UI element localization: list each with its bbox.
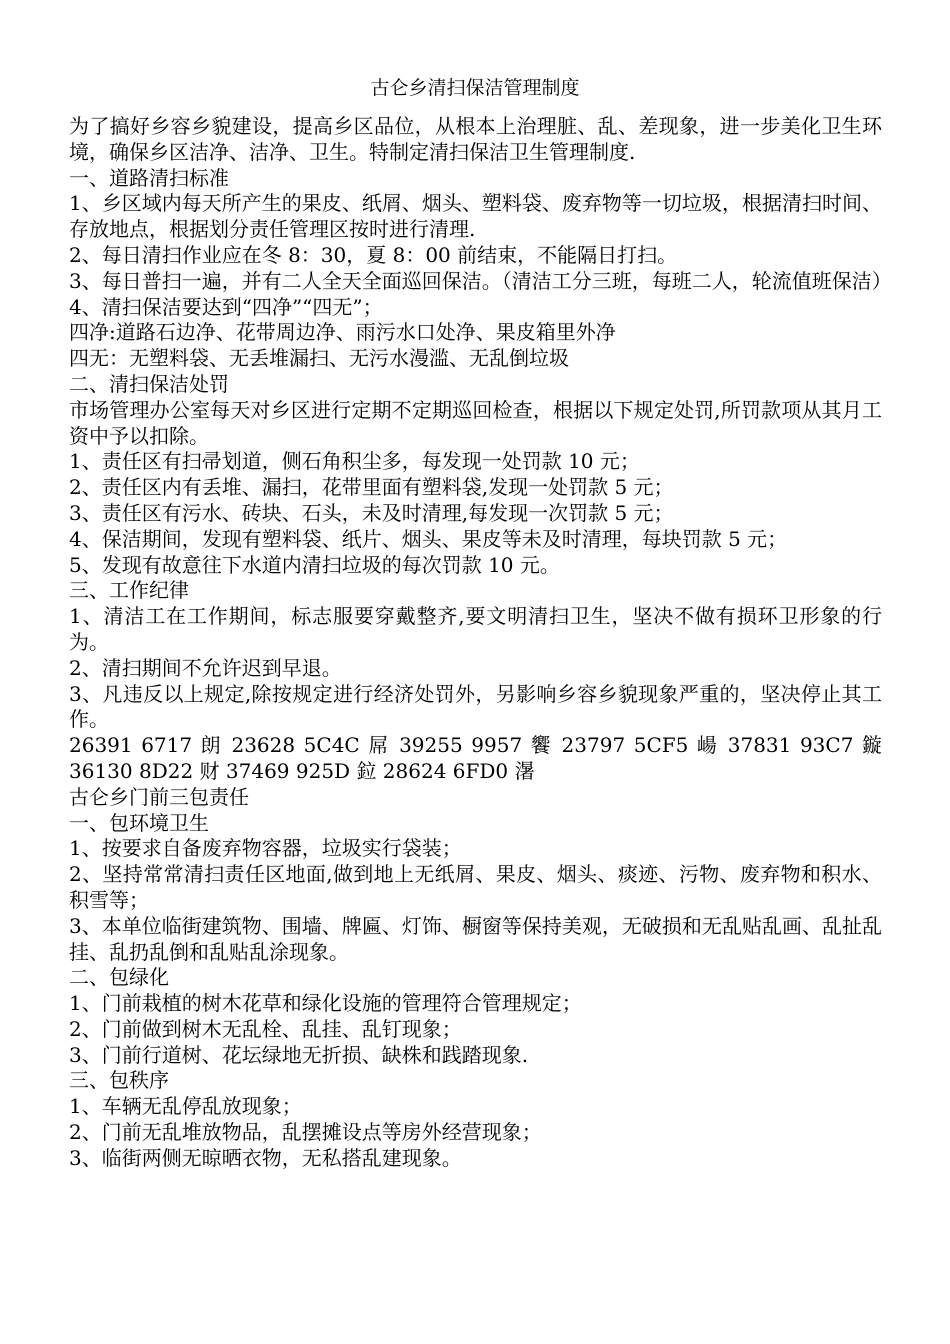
text-line: 古仑乡门前三包责任	[69, 784, 249, 809]
text-line: 1、责任区有扫帚划道，侧石角积尘多，每发现一处罚款 10 元；	[69, 449, 640, 474]
document-body	[69, 114, 892, 1172]
text-line: 3、每日普扫一遍，并有二人全天全面巡回保洁。（清洁工分三班，每班二人，轮流值班保洁）	[69, 268, 892, 293]
text-line: 四无：无塑料袋、无丢堆漏扫、无污水漫滥、无乱倒垃圾	[69, 346, 569, 371]
text-line: 1、按要求自备废弃物容器，垃圾实行袋装；	[69, 836, 462, 861]
text-line: 2、门前做到树木无乱栓、乱挂、乱钉现象；	[69, 1016, 462, 1041]
text-line: 3、责任区有污水、砖块、石头，未及时清理,每发现一次罚款 5 元；	[69, 500, 674, 525]
text-line: 2、每日清扫作业应在冬 8：30，夏 8：00 前结束，不能隔日打扫。	[69, 242, 678, 267]
text-line: 3、门前行道树、花坛绿地无折损、缺株和践踏现象.	[69, 1042, 529, 1067]
text-line: 26391 6717 朗 23628 5C4C 屌 39255 9957 饗 23797 5CF5 崵 37831 93C7 鏇 36130 8D22 财 37469 925D 鉝 28624 6FD0 濐	[69, 733, 889, 783]
text-line: 2、责任区内有丢堆、漏扫，花带里面有塑料袋,发现一处罚款 5 元；	[69, 475, 674, 500]
text-line: 三、工作纪律	[69, 578, 189, 603]
text-line: 4、保洁期间，发现有塑料袋、纸片、烟头、果皮等未及时清理，每块罚款 5 元；	[69, 526, 788, 551]
text-line: 为了搞好乡容乡貌建设，提高乡区品位，从根本上治理脏、乱、差现象，进一步美化卫生环境，确保乡区洁净、洁净、卫生。特制定清扫保洁卫生管理制度.	[69, 114, 882, 164]
text-line: 一、道路清扫标准	[69, 165, 229, 190]
text-line: 2、清扫期间不允许迟到早退。	[69, 655, 342, 680]
text-line: 四净:道路石边净、花带周边净、雨污水口处净、果皮箱里外净	[69, 320, 616, 345]
text-line: 市场管理办公室每天对乡区进行定期不定期巡回检查，根据以下规定处罚,所罚款项从其月工资中予以扣除。	[69, 397, 882, 448]
text-line: 2、门前无乱堆放物品，乱摆摊设点等房外经营现象；	[69, 1120, 542, 1145]
text-line: 1、乡区域内每天所产生的果皮、纸屑、烟头、塑料袋、废弃物等一切垃圾，根据清扫时间、存放地点，根据划分责任管理区按时进行清理.	[69, 191, 882, 242]
text-line: 3、临街两侧无晾晒衣物，无私搭乱建现象。	[69, 1145, 462, 1170]
text-line: 一、包环境卫生	[69, 810, 209, 835]
text-line: 1、门前栽植的树木花草和绿化设施的管理符合管理规定；	[69, 991, 582, 1016]
text-line: 5、发现有故意往下水道内清扫垃圾的每次罚款 10 元。	[69, 552, 560, 577]
text-line: 2、坚持常常清扫责任区地面,做到地上无纸屑、果皮、烟头、痰迹、污物、废弃物和积水、积雪等；	[69, 862, 882, 912]
text-line: 二、清扫保洁处罚	[69, 371, 229, 396]
text-line: 1、清洁工在工作期间，标志服要穿戴整齐,要文明清扫卫生，坚决不做有损环卫形象的行为。	[69, 604, 882, 654]
text-line: 二、包绿化	[69, 965, 169, 990]
text-line: 3、本单位临街建筑物、围墙、牌匾、灯饰、橱窗等保持美观，无破损和无乱贴乱画、乱扯乱挂、乱扔乱倒和乱贴乱涂现象。	[69, 913, 882, 964]
text-line: 三、包秩序	[69, 1068, 169, 1093]
text-line: 4、清扫保洁要达到“四净”“四无”；	[69, 294, 383, 319]
document-title: 古仑乡清扫保洁管理制度	[370, 77, 580, 99]
text-line: 3、凡违反以上规定,除按规定进行经济处罚外，另影响乡容乡貌现象严重的，坚决停止其工作。	[69, 681, 882, 732]
text-line: 1、车辆无乱停乱放现象；	[69, 1094, 302, 1119]
